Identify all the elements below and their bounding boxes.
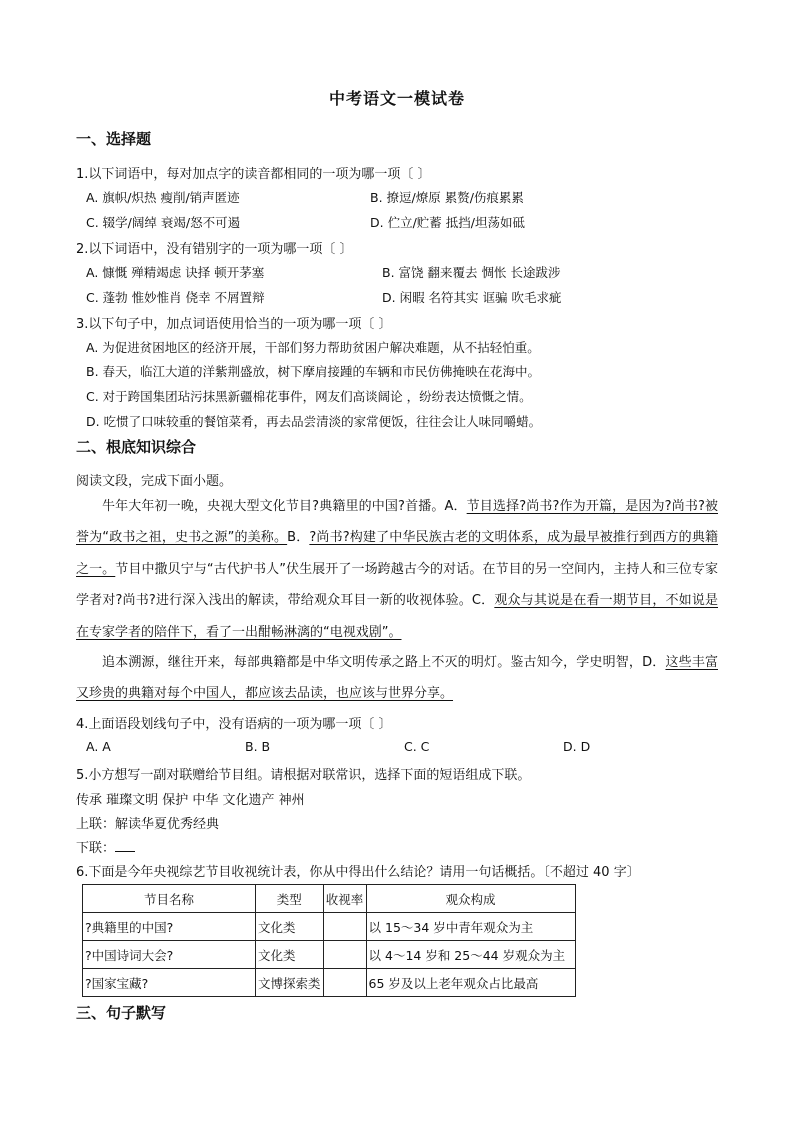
- section-heading-knowledge: 二、根底知识综合: [76, 438, 197, 456]
- question-4-option-d[interactable]: D. D: [563, 739, 591, 754]
- table-cell: 文化类: [256, 941, 324, 969]
- underlined-sentence-b: ?尚书?构建了中华民族古老的文明体系，成为最早被推行到西方的典籍之一。: [76, 530, 718, 577]
- table-row: [83, 913, 576, 941]
- table-cell: 以 4～14 岁和 25～44 岁观众为主: [366, 941, 575, 969]
- question-2-option-d[interactable]: D. 闲暇 名符其实 诓骗 吹毛求疵: [382, 290, 562, 305]
- page-title: 中考语文一模试卷: [328, 89, 465, 108]
- question-1-option-b[interactable]: B. 撩逗/燎原 累赘/伤痕累累: [370, 190, 524, 205]
- question-4-option-b[interactable]: B. B: [245, 739, 271, 754]
- couplet-upper-line: 上联：解读华夏优秀经典: [76, 817, 220, 832]
- question-1-option-a[interactable]: A. 旗帜/炽热 瘦削/销声匿迹: [86, 190, 240, 205]
- paragraph-1-text-b: B．: [287, 530, 310, 546]
- paragraph-2-text: 追本溯源，继往开来，每部典籍都是中华文明传承之路上不灭的明灯。鉴古知今，学史明智，D．: [102, 655, 666, 670]
- question-3-option-c[interactable]: C. 对于跨国集团玷污抹黑新疆棉花事件，网友们高谈阔论 ，纷纷表达愤慨之情。: [86, 389, 532, 404]
- answer-blank[interactable]: [115, 839, 135, 852]
- question-5-stem: 5.小方想写一副对联赠给节目组。请根据对联常识，选择下面的短语组成下联。: [76, 768, 531, 783]
- question-3-option-a[interactable]: A. 为促进贫困地区的经济开展，干部们努力帮助贫困户解决难题，从不拈轻怕重。: [86, 340, 540, 355]
- question-4-stem: 4.上面语段划线句子中，没有语病的一项为哪一项〔 〕: [76, 717, 392, 732]
- table-cell: [323, 969, 366, 997]
- section-heading-dictation: 三、句子默写: [76, 1004, 167, 1022]
- question-4-option-a[interactable]: A. A: [86, 739, 111, 754]
- table-cell: 65 岁及以上老年观众占比最高: [366, 969, 575, 997]
- table-cell: ?国家宝藏?: [83, 969, 256, 997]
- couplet-lower-line: [76, 837, 135, 856]
- table-cell: 文化类: [256, 913, 324, 941]
- question-1-option-c[interactable]: C. 辍学/阔绰 衰竭/怒不可遏: [86, 215, 241, 230]
- reading-paragraph-2: [76, 647, 718, 710]
- underlined-sentence-a: 节目选择?尚书?作为开篇，是因为?尚书?被誉为“政书之祖，史书之源”的美称。: [76, 499, 718, 546]
- ratings-table: [82, 884, 576, 997]
- table-cell: [323, 941, 366, 969]
- underlined-sentence-c: 观众与其说是在看一期节目，不如说是在专家学者的陪伴下，看了一出酣畅淋漓的“电视戏剧”。: [76, 593, 718, 640]
- table-cell: ?典籍里的中国?: [83, 913, 256, 941]
- reading-intro: 阅读文段，完成下面小题。: [76, 474, 233, 489]
- question-4-option-c[interactable]: C. C: [404, 739, 430, 754]
- question-2-option-c[interactable]: C. 蓬勃 惟妙惟肖 侥幸 不屑置辩: [86, 290, 265, 305]
- table-header: 观众构成: [366, 885, 575, 913]
- question-5-phrases: 传承 璀璨文明 保护 中华 文化遗产 神州: [76, 793, 305, 808]
- question-3-option-b[interactable]: B. 春天，临江大道的洋紫荆盛放，树下摩肩接踵的车辆和市民仿佛掩映在花海中。: [86, 364, 541, 379]
- question-3-stem: 3.以下句子中，加点词语使用恰当的一项为哪一项〔 〕: [76, 317, 392, 332]
- table-row: [83, 969, 576, 997]
- table-header: 节目名称: [83, 885, 256, 913]
- table-cell: 以 15～34 岁中青年观众为主: [366, 913, 575, 941]
- table-header-row: [83, 885, 576, 913]
- table-header: 收视率: [323, 885, 366, 913]
- question-2-option-b[interactable]: B. 富饶 翻来覆去 惆怅 长途跋涉: [382, 265, 561, 280]
- table-row: [83, 941, 576, 969]
- section-heading-choice: 一、选择题: [76, 130, 152, 148]
- paragraph-1-text-a: 牛年大年初一晚，央视大型文化节目?典籍里的中国?首播。A．: [102, 499, 467, 514]
- question-6-stem: 6.下面是今年央视综艺节目收视统计表，你从中得出什么结论？请用一句话概括。〔不超过 40 字〕: [76, 865, 640, 880]
- table-header: 类型: [256, 885, 324, 913]
- question-2-option-a[interactable]: A. 慷慨 殚精竭虑 诀择 顿开茅塞: [86, 265, 265, 280]
- table-cell: ?中国诗词大会?: [83, 941, 256, 969]
- question-2-stem: 2.以下词语中，没有错别字的一项为哪一项〔 〕: [76, 242, 353, 257]
- question-3-option-d[interactable]: D. 吃惯了口味较重的餐馆菜肴，再去品尝清淡的家常便饭，往往会让人味同嚼蜡。: [86, 414, 542, 429]
- underlined-sentence-d: 这些丰富又珍贵的典籍对每个中国人，都应该去品读，也应该与世界分享。: [76, 655, 718, 702]
- table-cell: [323, 913, 366, 941]
- couplet-lower-label: 下联：: [76, 841, 116, 856]
- table-cell: 文博探索类: [256, 969, 324, 997]
- question-1-option-d[interactable]: D. 伫立/贮蓄 抵挡/坦荡如砥: [370, 215, 525, 230]
- question-1-stem: 1.以下词语中，每对加点字的读音都相同的一项为哪一项〔 〕: [76, 167, 431, 182]
- paragraph-1-text-c: 节目中撒贝宁与“古代护书人”伏生展开了一场跨越古今的对话。在节目的另一空间内，主持人和三位专家学者对?尚书?进行深入浅出的解读，带给观众耳目一新的收视体验。C．: [76, 561, 718, 609]
- reading-paragraph-1: [76, 491, 718, 648]
